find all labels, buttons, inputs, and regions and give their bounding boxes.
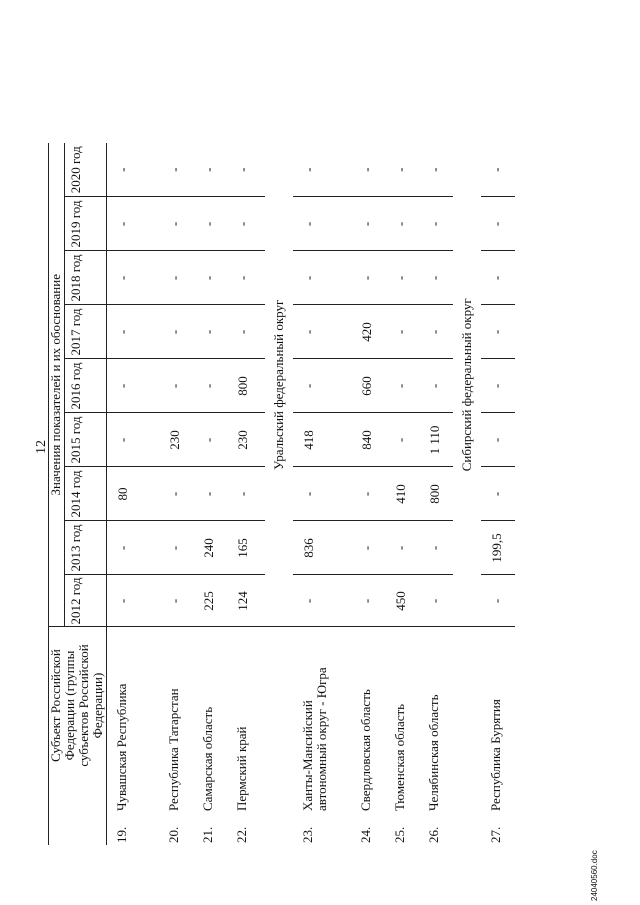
value-cell: - — [419, 197, 453, 251]
value-cell: - — [159, 575, 193, 627]
subject-name: Челябинская область — [425, 694, 441, 811]
value-cell: - — [358, 167, 374, 172]
row-number: 24. — [357, 826, 373, 843]
value-cell: - — [200, 167, 216, 172]
value-cell: - — [351, 575, 385, 627]
table-row — [293, 143, 351, 845]
value-cell: - — [293, 359, 351, 413]
value-cell: 420 — [351, 305, 385, 359]
value-cell: - — [419, 575, 453, 627]
value-cell: - — [419, 305, 453, 359]
row-number: 27. — [487, 826, 503, 843]
value-cell: 840 — [351, 413, 385, 467]
value-cell: - — [488, 167, 504, 172]
year-header: 2014 год — [65, 467, 107, 521]
value-cell: - — [159, 521, 193, 575]
row-number: 19. — [114, 826, 129, 843]
subject-cell — [293, 627, 351, 845]
value-cell: 800 — [227, 359, 265, 413]
value-cell: - — [351, 467, 385, 521]
subject-cell — [419, 627, 453, 845]
value-cell: - — [385, 251, 419, 305]
value-cell: - — [385, 359, 419, 413]
value-cell: - — [107, 251, 159, 305]
value-cell: - — [107, 521, 159, 575]
value-cell: - — [107, 575, 159, 627]
year-header: 2019 год — [65, 197, 107, 251]
value-cell: - — [159, 305, 193, 359]
value-cell: 124 — [227, 575, 265, 627]
value-cell: - — [481, 251, 515, 305]
value-cell: - — [351, 197, 385, 251]
value-cell: 165 — [227, 521, 265, 575]
value-cell: - — [159, 359, 193, 413]
value-cell: 230 — [159, 413, 193, 467]
table-row — [419, 143, 453, 845]
value-cell: 410 — [385, 467, 419, 521]
table-row — [159, 143, 193, 845]
subject-column-header — [49, 627, 107, 845]
year-header: 2018 год — [65, 251, 107, 305]
indicators-table — [48, 143, 515, 845]
subject-name: Республика Татарстан — [165, 688, 181, 811]
document-id: 24040560.doc — [590, 850, 599, 901]
subject-cell — [481, 627, 515, 845]
row-number: 22. — [233, 826, 249, 843]
value-cell: - — [419, 251, 453, 305]
year-header: 2016 год — [65, 359, 107, 413]
federal-district-row — [453, 143, 481, 845]
value-cell: 1 110 — [419, 413, 453, 467]
value-cell: - — [481, 305, 515, 359]
values-group-header: Значения показателей и их обоснование — [49, 143, 65, 627]
value-cell: - — [159, 197, 193, 251]
value-cell: - — [193, 251, 227, 305]
value-cell: 80 — [107, 467, 159, 521]
empty-cell — [265, 627, 293, 845]
value-cell: - — [159, 467, 193, 521]
value-cell: - — [481, 413, 515, 467]
value-cell: - — [392, 167, 408, 172]
row-number: 23. — [299, 826, 315, 843]
value-cell: 450 — [385, 575, 419, 627]
value-cell: - — [481, 197, 515, 251]
table-row — [351, 143, 385, 845]
value-cell: - — [385, 521, 419, 575]
value-cell: - — [115, 167, 130, 172]
value-cell: - — [426, 167, 442, 172]
value-cell: - — [293, 197, 351, 251]
table-row — [107, 143, 159, 845]
value-cell: 199,5 — [481, 521, 515, 575]
page-number: 12 — [34, 440, 49, 454]
value-cell: - — [293, 251, 351, 305]
table-row — [481, 143, 515, 845]
value-cell: - — [193, 305, 227, 359]
value-cell: - — [107, 305, 159, 359]
year-header: 2015 год — [65, 413, 107, 467]
year-header: 2017 год — [65, 305, 107, 359]
year-header: 2013 год — [65, 521, 107, 575]
empty-cell — [453, 627, 481, 845]
value-cell: - — [385, 413, 419, 467]
value-cell: - — [227, 305, 265, 359]
value-cell: 225 — [193, 575, 227, 627]
subject-name: Республика Бурятия — [487, 699, 503, 811]
year-header: 2012 год — [65, 575, 107, 627]
value-cell: 230 — [227, 413, 265, 467]
value-cell: - — [227, 251, 265, 305]
federal-district-label: Уральский федеральный округ — [270, 299, 286, 470]
value-cell: - — [166, 167, 182, 172]
value-cell: 418 — [293, 413, 351, 467]
subject-name: Тюменская область — [391, 703, 407, 811]
value-cell: - — [193, 467, 227, 521]
value-cell: - — [481, 467, 515, 521]
value-cell: - — [227, 467, 265, 521]
subject-cell — [385, 627, 419, 845]
value-cell: - — [419, 521, 453, 575]
federal-district-label: Сибирский федеральный округ — [458, 298, 474, 472]
value-cell: - — [385, 197, 419, 251]
value-cell: - — [227, 197, 265, 251]
value-cell: - — [107, 413, 159, 467]
value-cell: 240 — [193, 521, 227, 575]
value-cell: - — [419, 359, 453, 413]
subject-name: Пермский край — [233, 726, 249, 811]
value-cell: - — [300, 167, 316, 172]
row-number: 20. — [165, 826, 181, 843]
federal-district-row — [265, 143, 293, 845]
value-cell: - — [193, 359, 227, 413]
value-cell: - — [234, 167, 250, 172]
value-cell: - — [293, 467, 351, 521]
row-number: 26. — [425, 826, 441, 843]
value-cell: - — [351, 251, 385, 305]
value-cell: - — [107, 197, 159, 251]
table-row — [193, 143, 227, 845]
value-cell: - — [293, 575, 351, 627]
subject-cell — [107, 627, 159, 845]
value-cell: - — [293, 305, 351, 359]
value-cell: - — [481, 575, 515, 627]
table-row — [227, 143, 265, 845]
table-row — [385, 143, 419, 845]
table-body — [107, 143, 515, 845]
subject-cell — [227, 627, 265, 845]
value-cell: 800 — [419, 467, 453, 521]
subject-cell — [193, 627, 227, 845]
subject-name: Ханты-Мансийский автономный округ - Югра — [299, 667, 329, 811]
value-cell: - — [351, 521, 385, 575]
subject-cell — [351, 627, 385, 845]
year-header: 2020 год — [65, 143, 107, 197]
subject-header-text: Субъект Российской Федерации (группы субъектов Российской Федерации) — [48, 644, 105, 767]
value-cell: - — [193, 197, 227, 251]
value-cell: - — [193, 413, 227, 467]
value-cell: - — [107, 359, 159, 413]
value-cell: - — [159, 251, 193, 305]
row-number: 21. — [199, 826, 215, 843]
subject-name: Свердловская область — [357, 689, 373, 811]
subject-cell — [159, 627, 193, 845]
value-cell: - — [481, 359, 515, 413]
subject-name: Чувашская Республика — [114, 683, 129, 811]
row-number: 25. — [391, 826, 407, 843]
subject-name: Самарская область — [199, 706, 215, 811]
value-cell: - — [385, 305, 419, 359]
value-cell: 836 — [293, 521, 351, 575]
value-cell: 660 — [351, 359, 385, 413]
